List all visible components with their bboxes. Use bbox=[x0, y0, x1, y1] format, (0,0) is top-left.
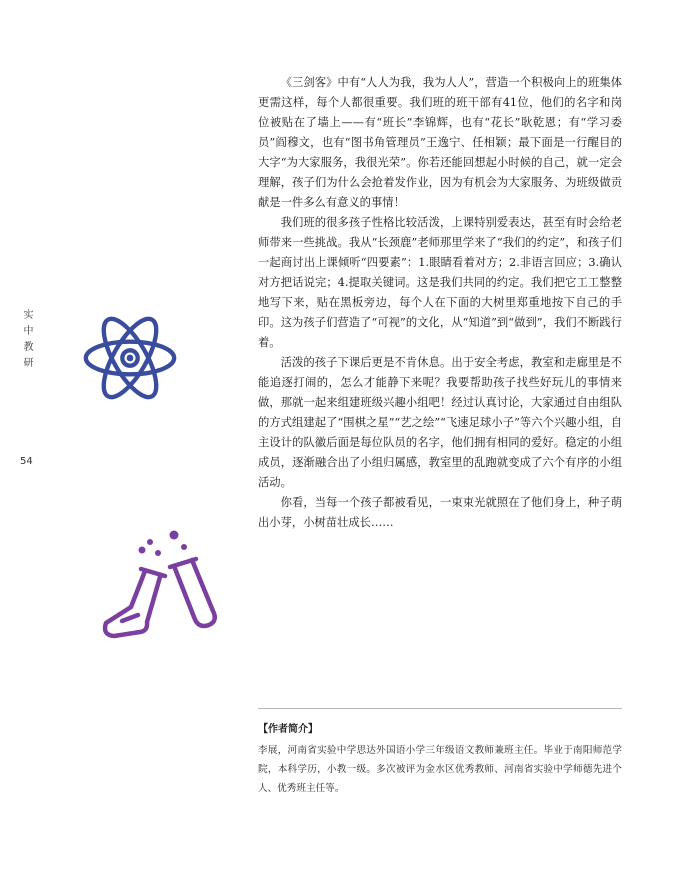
atom-icon bbox=[82, 310, 178, 406]
test-tubes-icon bbox=[98, 527, 224, 645]
page-number: 54 bbox=[20, 456, 33, 467]
article-paragraph: 我们班的很多孩子性格比较活泼，上课特别爱表达，甚至有时会给老师带来一些挑战。我从“长颈鹿”老师那里学来了“我们的约定”，和孩子们一起商讨出上课倾听“四要素”：1.眼睛看着对方；2.非语言回应；3.确认对方把话说完；4.提取关键词。这是我们共同的约定。我们把它工工整整地写下来，贴在黑板旁边，每个人在下面的大树里郑重地按下自己的手印。这为孩子们营造了“可视”的文化，从“知道”到“做到”，我们不断践行着。 bbox=[258, 216, 622, 349]
author-intro bbox=[258, 720, 622, 798]
author-heading: 【作者简介】 bbox=[258, 724, 318, 735]
section-label: 实中教研 bbox=[23, 310, 35, 369]
article-body bbox=[258, 73, 622, 533]
article-paragraph: 《三剑客》中有“人人为我，我为人人”，营造一个积极向上的班集体更需这样，每个人都很重要。我们班的班干部有41位，他们的名字和岗位被贴在了墙上——有“班长”李锦辉，也有“花长”耿乾恩；有“学习委员”阎穆文，也有“图书角管理员”王逸宁、任相颖；最下面是一行醒目的大字“为大家服务，我很光荣”。你若还能回想起小时候的自己，就一定会理解，孩子们为什么会抢着发作业，因为有机会为大家服务、为班级做贡献是一件多么有意义的事情！ bbox=[258, 76, 622, 209]
article-paragraph: 你看，当每一个孩子都被看见，一束束光就照在了他们身上，种子萌出小芽，小树苗壮成长…… bbox=[258, 496, 622, 529]
section-divider bbox=[258, 708, 622, 709]
article-paragraph: 活泼的孩子下课后更是不肯休息。出于安全考虑，教室和走廊里是不能追逐打闹的，怎么才能静下来呢？我要帮助孩子找些好玩儿的事情来做，那就一起来组建班级兴趣小组吧！经过认真讨论，大家通过自由组队的方式组建起了“围棋之星”“艺之绘”“飞速足球小子”等六个兴趣小组，自主设计的队徽后面是每位队员的名字，他们拥有相同的爱好。稳定的小组成员，逐渐融合出了小组归属感，教室里的乱跑就变成了六个有序的小组活动。 bbox=[258, 356, 622, 489]
author-bio: 李展，河南省实验中学思达外国语小学三年级语文教师兼班主任。毕业于南阳师范学院，本科学历，小教一级。多次被评为金水区优秀教师、河南省实验中学师德先进个人、优秀班主任等。 bbox=[258, 745, 622, 794]
